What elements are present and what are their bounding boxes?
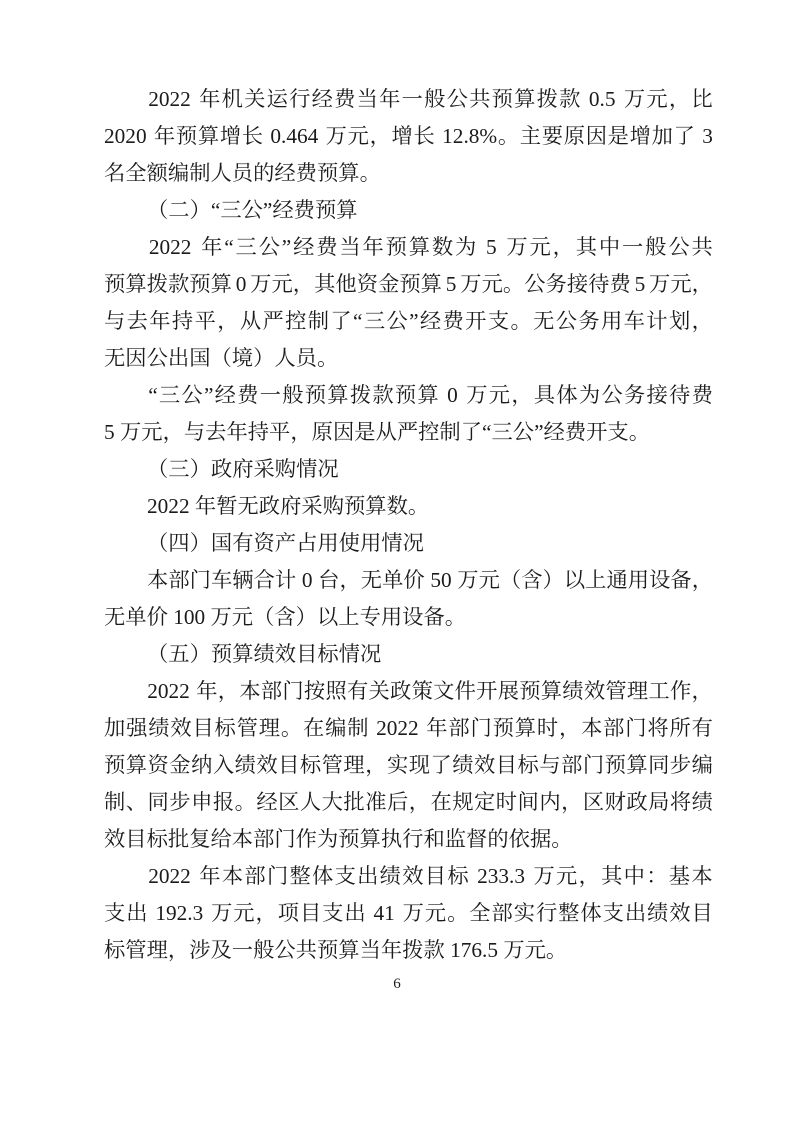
- text-line: （三）政府采购情况: [147, 457, 339, 481]
- text-line: 预 算 资 金 纳 入 绩 效 目 标 管 理 ， 实 现 了 绩 效 目 标 与 部 门 预 算 同 步 编: [104, 753, 713, 777]
- body-text: [104, 81, 713, 969]
- text-line: （二）“三公”经费预算: [147, 198, 358, 222]
- text-line: 无单价 100 万元（含）以上专用设备。: [104, 605, 467, 629]
- text-line: “ 三 公 ” 经 费 一 般 预 算 拨 款 预 算 0 万 元 ， 具 体 为 公 务 接 待 费: [104, 377, 713, 414]
- text-line: 2022 年 机 关 运 行 经 费 当 年 一 般 公 共 预 算 拨 款 0.5 万 元 ， 比: [104, 81, 713, 118]
- page-number: 6: [393, 976, 401, 992]
- text-line: 制 、 同 步 申 报 。 经 区 人 大 批 准 后 ， 在 规 定 时 间 内 ， 区 财 政 局 将 绩: [104, 790, 713, 814]
- text-line: （五）预算绩效目标情况: [147, 642, 382, 666]
- text-line: 标管理，涉及一般公共预算当年拨款 176.5 万元。: [104, 938, 568, 962]
- text-line: 预 算 拨 款 预 算 0 万 元 ， 其 他 资 金 预 算 5 万 元 。 公 务 接 待 费 5 万 元 ，: [104, 272, 713, 296]
- text-line: 2022 年暂无政府采购预算数。: [147, 494, 430, 518]
- paragraph-indent: [104, 81, 147, 118]
- text-line: 支 出 192.3 万 元 ， 项 目 支 出 41 万 元 。 全 部 实 行 整 体 支 出 绩 效 目: [104, 901, 713, 925]
- text-line: 加 强 绩 效 目 标 管 理 。 在 编 制 2022 年 部 门 预 算 时 ， 本 部 门 将 所 有: [104, 716, 713, 740]
- text-line: 2022 年 ， 本 部 门 按 照 有 关 政 策 文 件 开 展 预 算 绩 效 管 理 工 作 ，: [104, 673, 713, 710]
- text-line: 2022 年 “ 三 公 ” 经 费 当 年 预 算 数 为 5 万 元 ， 其 中 一 般 公 共: [104, 229, 713, 266]
- text-line: 2022 年 本 部 门 整 体 支 出 绩 效 目 标 233.3 万 元 ， 其 中 ： 基 本: [104, 858, 713, 895]
- paragraph-indent: [104, 858, 147, 895]
- text-line: 5 万元，与去年持平，原因是从严控制了“三公”经费开支。: [104, 420, 651, 444]
- paragraph-indent: [104, 673, 147, 710]
- text-line: 无因公出国（境）人员。: [104, 346, 339, 370]
- paragraph-indent: [104, 562, 147, 599]
- paragraph-indent: [104, 229, 147, 266]
- text-line: 2020 年 预 算 增 长 0.464 万 元 ， 增 长 12.8% 。 主 要 原 因 是 增 加 了 3: [104, 124, 713, 148]
- text-line: （四）国有资产占用使用情况: [147, 531, 424, 555]
- paragraph-indent: [104, 377, 147, 414]
- text-line: 效目标批复给本部门作为预算执行和监督的依据。: [104, 827, 573, 851]
- text-line: 与 去 年 持 平 ， 从 严 控 制 了 “ 三 公 ” 经 费 开 支 。 无 公 务 用 车 计 划 ，: [104, 309, 713, 333]
- text-line: 本 部 门 车 辆 合 计 0 台 ， 无 单 价 50 万 元 （ 含 ） 以 上 通 用 设 备 ，: [104, 562, 713, 599]
- text-line: 名全额编制人员的经费预算。: [104, 161, 381, 185]
